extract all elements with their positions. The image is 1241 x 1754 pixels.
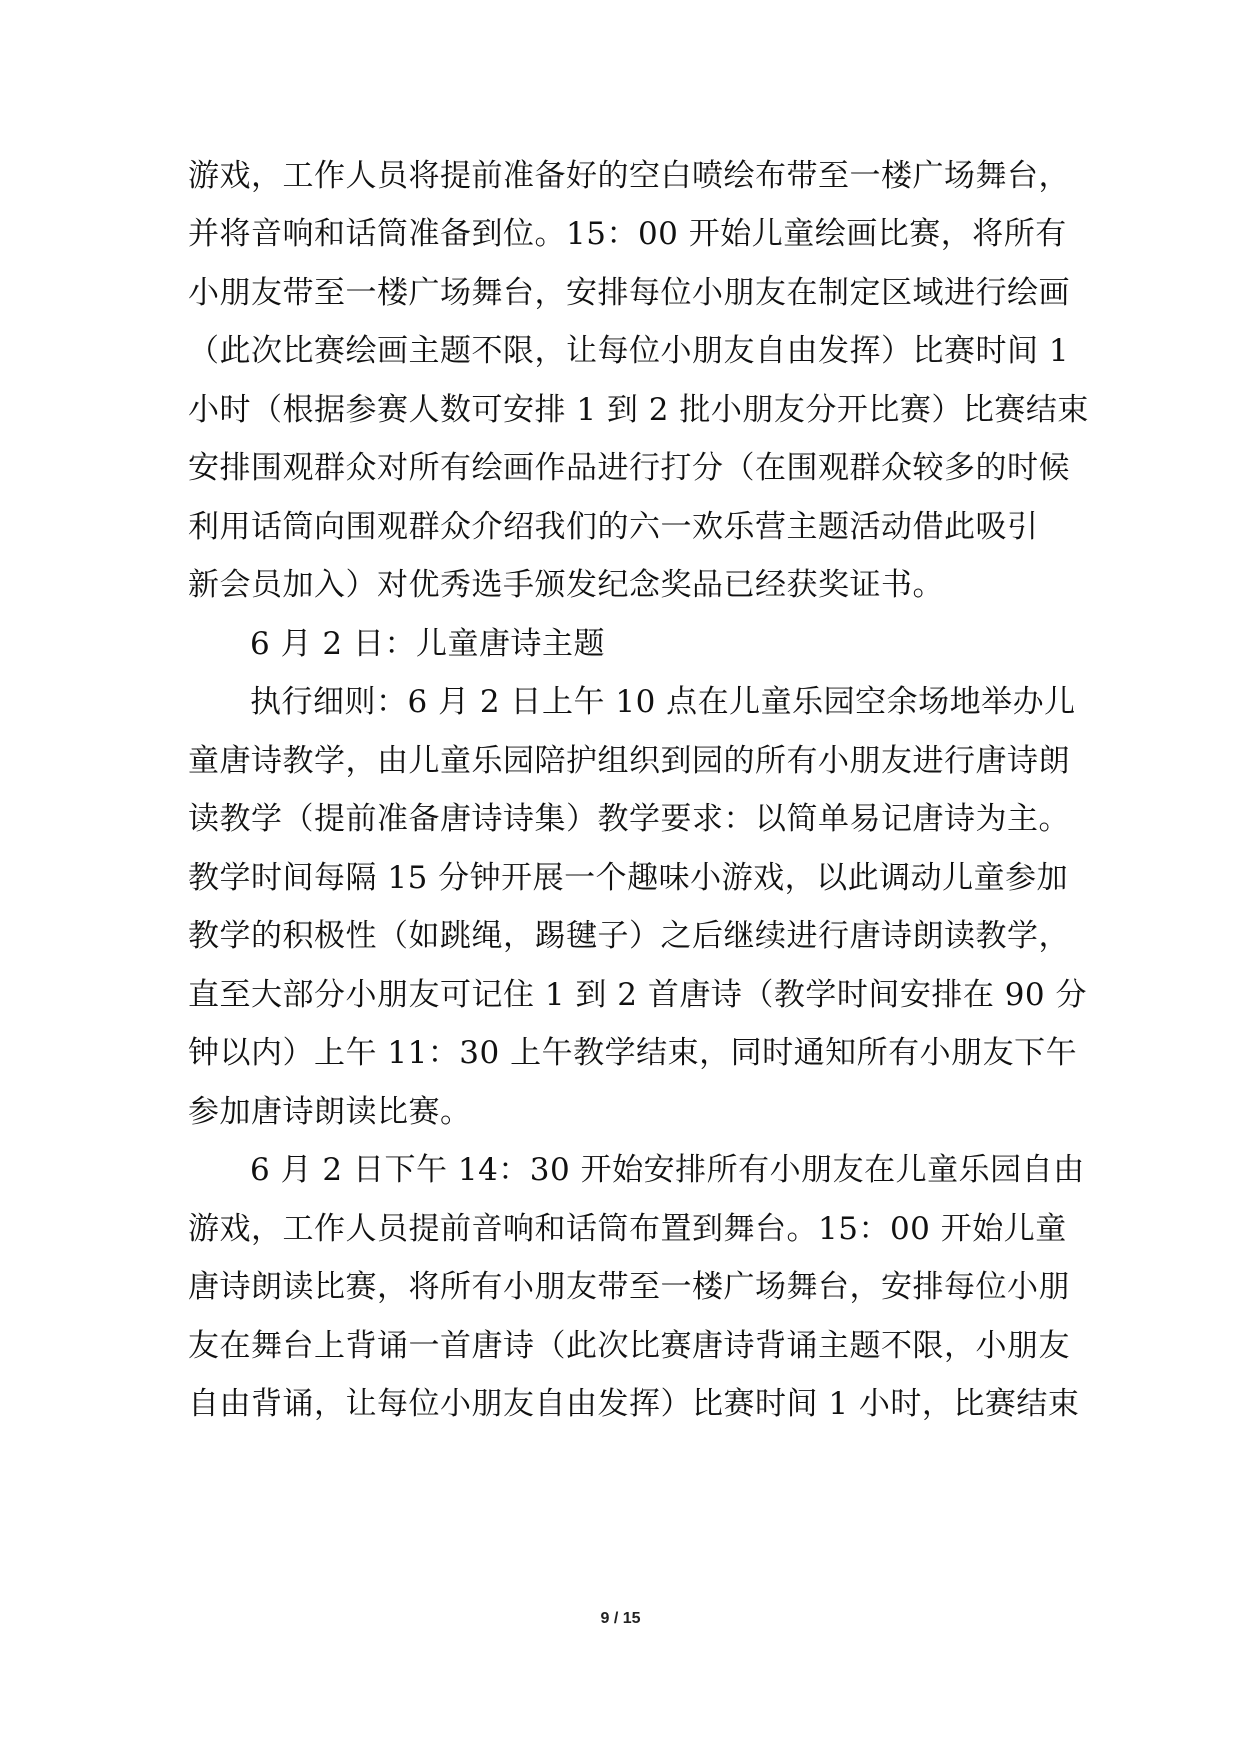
text-line: 直至大部分小朋友可记住 1 到 2 首唐诗（教学时间安排在 90 分: [188, 977, 1088, 1013]
text-line: 自由背诵，让每位小朋友自由发挥）比赛时间 1 小时，比赛结束: [188, 1386, 1080, 1422]
text-line: 童唐诗教学，由儿童乐园陪护组织到园的所有小朋友进行唐诗朗: [188, 743, 1070, 779]
text-line: （此次比赛绘画主题不限，让每位小朋友自由发挥）比赛时间 1: [188, 333, 1070, 369]
text-line: 利用话筒向围观群众介绍我们的六一欢乐营主题活动借此吸引: [188, 509, 1039, 545]
text-line: 教学时间每隔 15 分钟开展一个趣味小游戏，以此调动儿童参加: [188, 860, 1069, 896]
text-line: 并将音响和话筒准备到位。15：00 开始儿童绘画比赛，将所有: [188, 216, 1067, 252]
text-line: 安排围观群众对所有绘画作品进行打分（在围观群众较多的时候: [188, 450, 1070, 486]
text-line: 参加唐诗朗读比赛。: [188, 1094, 472, 1130]
section-heading: 6 月 2 日：儿童唐诗主题: [250, 626, 606, 662]
text-line: 钟以内）上午 11：30 上午教学结束，同时通知所有小朋友下午: [188, 1035, 1078, 1071]
text-line: 游戏，工作人员将提前准备好的空白喷绘布带至一楼广场舞台，: [188, 158, 1070, 194]
text-line: 教学的积极性（如跳绳，踢毽子）之后继续进行唐诗朗读教学，: [188, 918, 1070, 954]
text-line: 游戏，工作人员提前音响和话筒布置到舞台。15：00 开始儿童: [188, 1211, 1067, 1247]
text-line: 唐诗朗读比赛，将所有小朋友带至一楼广场舞台，安排每位小朋: [188, 1269, 1070, 1305]
text-line: 读教学（提前准备唐诗诗集）教学要求：以简单易记唐诗为主。: [188, 801, 1070, 837]
text-line: 小时（根据参赛人数可安排 1 到 2 批小朋友分开比赛）比赛结束: [188, 392, 1089, 428]
text-line: 小朋友带至一楼广场舞台，安排每位小朋友在制定区域进行绘画: [188, 275, 1070, 311]
text-line: 6 月 2 日下午 14：30 开始安排所有小朋友在儿童乐园自由: [250, 1152, 1085, 1188]
text-line: 新会员加入）对优秀选手颁发纪念奖品已经获奖证书。: [188, 567, 944, 603]
page-number: 9 / 15: [600, 1610, 641, 1627]
text-line: 友在舞台上背诵一首唐诗（此次比赛唐诗背诵主题不限，小朋友: [188, 1328, 1070, 1364]
text-line: 执行细则：6 月 2 日上午 10 点在儿童乐园空余场地举办儿: [250, 684, 1076, 720]
